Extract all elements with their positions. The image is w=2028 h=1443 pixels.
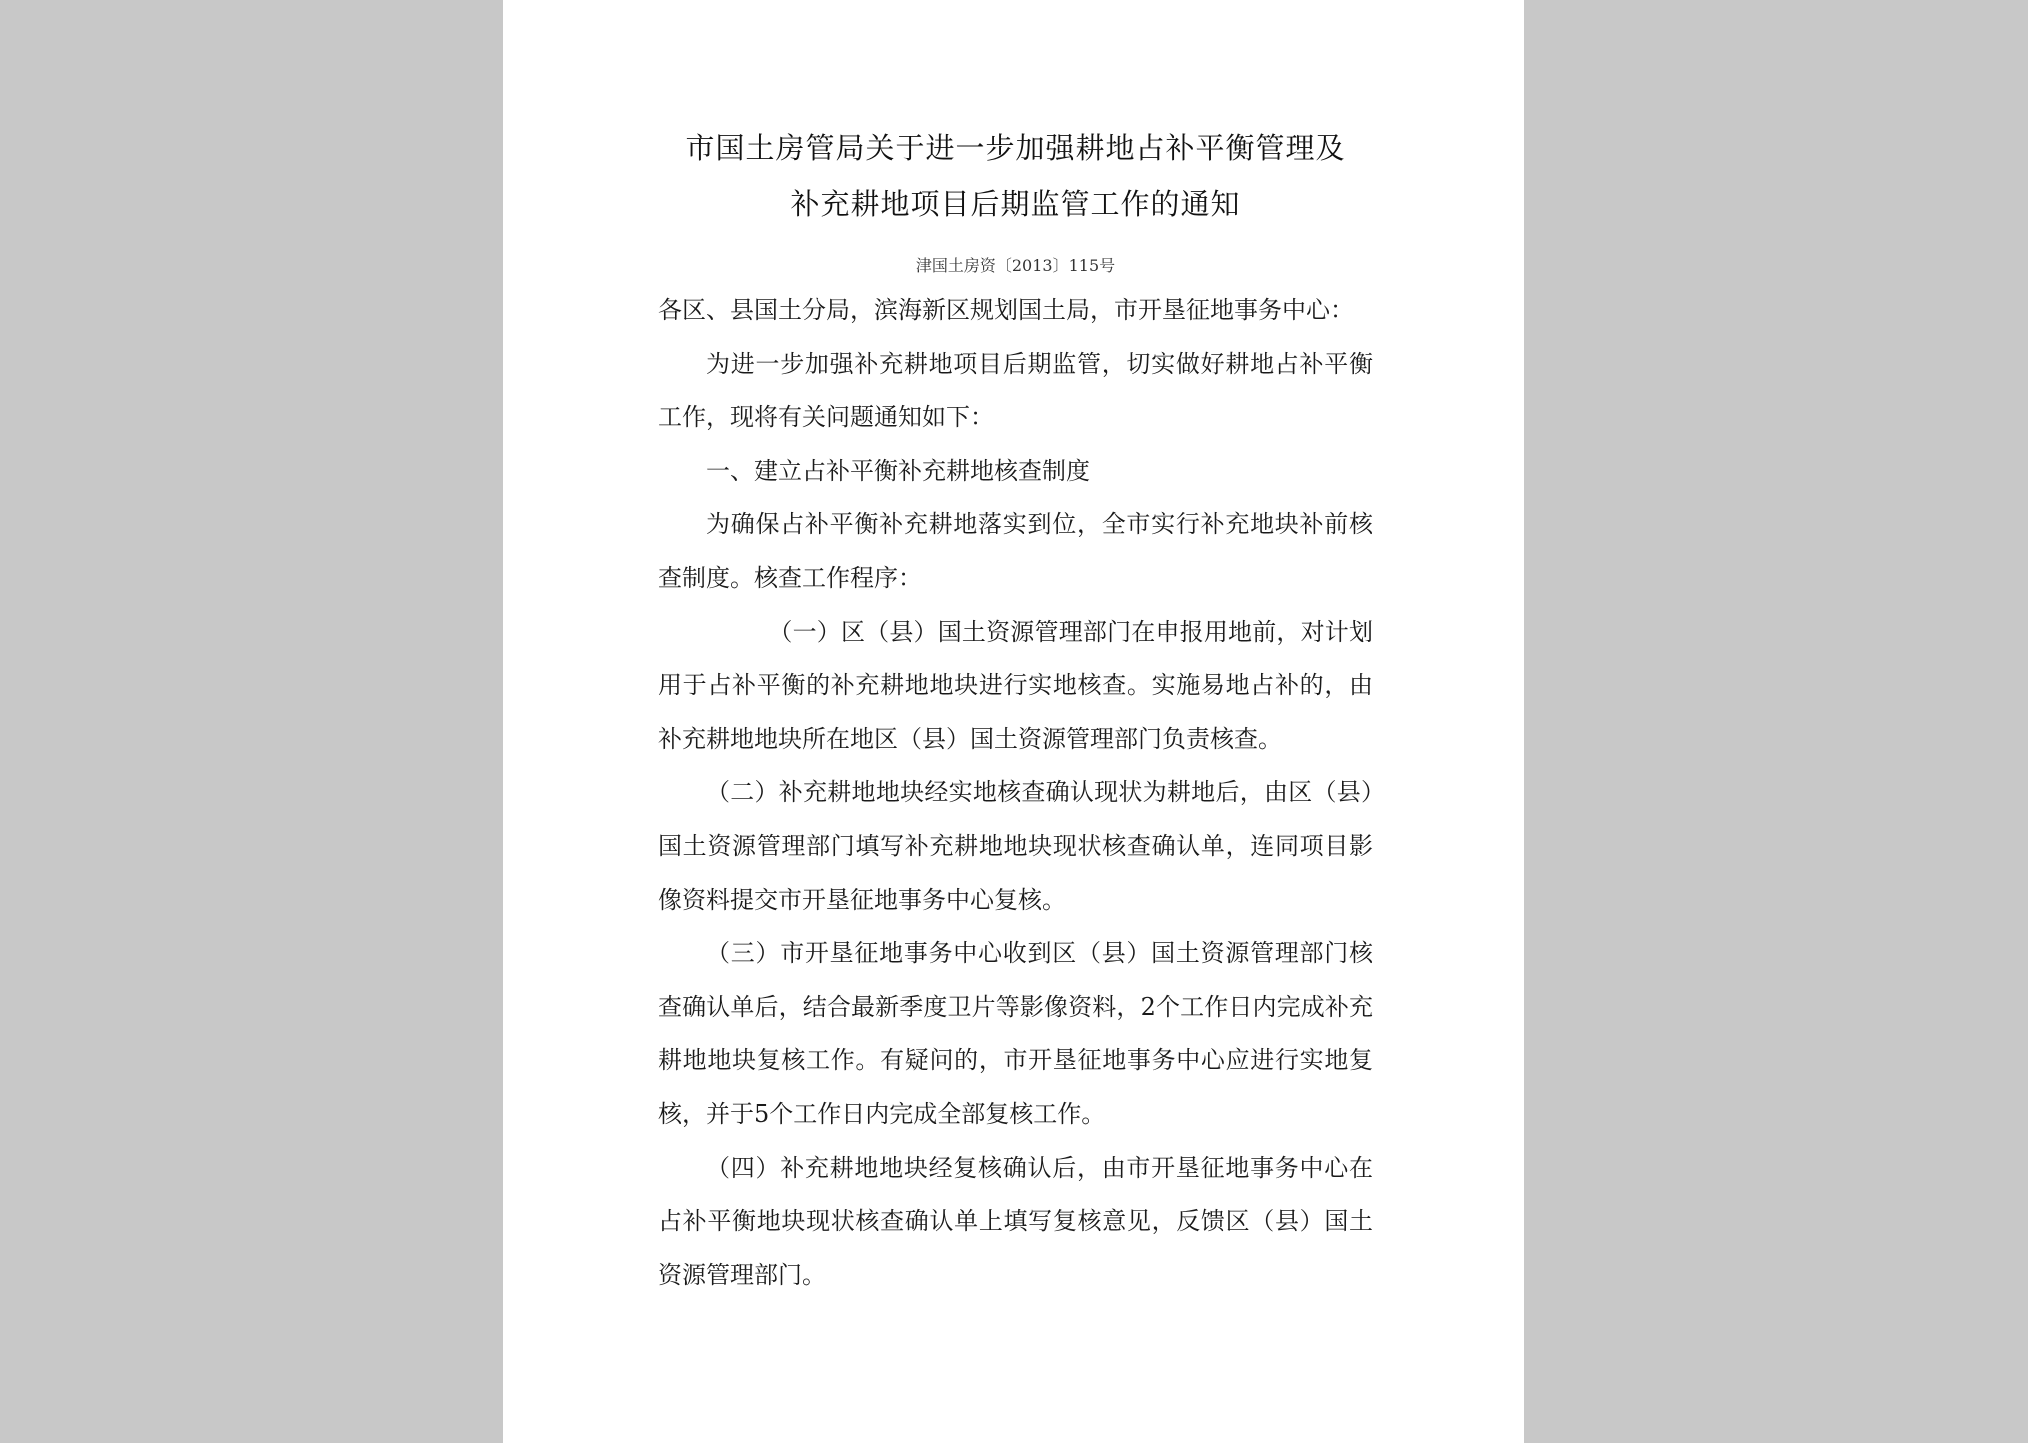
title-line-2: 补充耕地项目后期监管工作的通知: [790, 187, 1241, 221]
section-intro-paragraph: 为确保占补平衡补充耕地落实到位，全市实行补充地块补前核查制度。核查工作程序：: [658, 510, 1373, 592]
section-heading: 一、建立占补平衡补充耕地核查制度: [706, 456, 1090, 485]
list-item-1: （一）区（县）国土资源管理部门在申报用地前，对计划用于占补平衡的补充耕地地块进行实地核查。实施易地占补的，由补充耕地地块所在地区（县）国土资源管理部门负责核查。: [658, 617, 1373, 753]
list-item-3: （三）市开垦征地事务中心收到区（县）国土资源管理部门核查确认单后，结合最新季度卫片等影像资料，2个工作日内完成补充耕地地块复核工作。有疑问的，市开垦征地事务中心应进行实地复核，并于5个工作日内完成全部复核工作。: [658, 939, 1373, 1128]
document-body: [658, 120, 1373, 1302]
document-title: [658, 120, 1373, 232]
list-item-4: （四）补充耕地地块经复核确认后，由市开垦征地事务中心在占补平衡地块现状核查确认单上填写复核意见，反馈区（县）国土资源管理部门。: [658, 1153, 1373, 1289]
document-page: [503, 0, 1524, 1443]
list-item-2: （二）补充耕地地块经实地核查确认现状为耕地后，由区（县）国土资源管理部门填写补充耕地地块现状核查确认单，连同项目影像资料提交市开垦征地事务中心复核。: [658, 778, 1373, 914]
intro-paragraph: 为进一步加强补充耕地项目后期监管，切实做好耕地占补平衡工作，现将有关问题通知如下：: [658, 349, 1373, 432]
document-number: 津国土房资〔2013〕115号: [915, 256, 1116, 275]
salutation: 各区、县国土分局，滨海新区规划国土局，市开垦征地事务中心：: [658, 296, 1354, 324]
title-line-1: 市国土房管局关于进一步加强耕地占补平衡管理及: [685, 131, 1346, 165]
